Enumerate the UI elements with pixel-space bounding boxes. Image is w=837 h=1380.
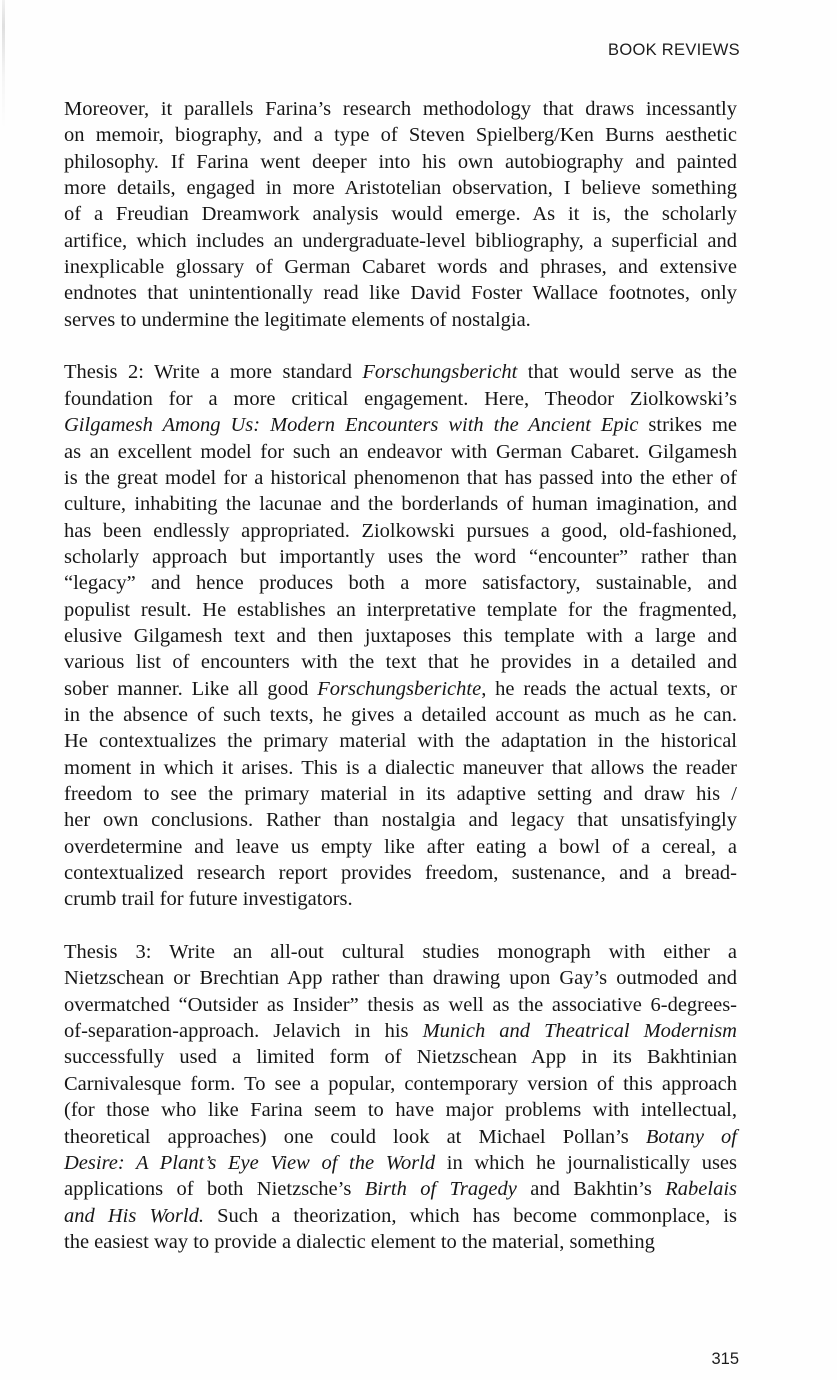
- text-line: [64, 623, 737, 649]
- text-line: [64, 939, 737, 965]
- text-segment: elusive Gilgamesh text and then juxtaposes this template with a large and: [64, 624, 737, 647]
- text-line: [64, 702, 737, 728]
- text-line: [64, 1097, 737, 1123]
- text-segment: Such a theorization, which has become commonplace, is: [203, 1204, 737, 1227]
- text-segment: of-separation-approach. Jelavich in his: [64, 1020, 423, 1043]
- text-line: [64, 807, 737, 833]
- text-line: [64, 965, 737, 991]
- text-segment: crumb trail for future investigators.: [64, 888, 353, 911]
- text-line: [64, 122, 737, 148]
- text-segment: Thesis 2: Write a more standard: [64, 361, 363, 384]
- text-line: [64, 1176, 737, 1202]
- italic-title: and His World.: [64, 1204, 204, 1227]
- text-line: [64, 439, 737, 465]
- text-line: [64, 570, 737, 596]
- text-line: [64, 597, 737, 623]
- italic-title: Forschungsberichte: [317, 677, 482, 700]
- text-segment: that would serve as the: [517, 361, 737, 384]
- text-line: [64, 1044, 737, 1070]
- text-segment: philosophy. If Farina went deeper into his own autobiography and painted: [64, 150, 737, 173]
- text-line: [64, 307, 737, 333]
- italic-title: Botany of: [645, 1125, 737, 1148]
- text-segment: foundation for a more critical engagement. Here, Theodor Ziolkowski’s: [64, 387, 737, 410]
- text-segment: artifice, which includes an undergraduate-level bibliography, a superficial and: [64, 229, 737, 252]
- text-segment: the easiest way to provide a dialectic element to the material, something: [64, 1230, 655, 1253]
- text-line: [64, 359, 737, 385]
- italic-title: Munich and Theatrical Modernism: [422, 1020, 737, 1043]
- italic-title: Gilgamesh Among Us: Modern Encounters with the Ancient Epic: [64, 414, 639, 437]
- text-segment: serves to undermine the legitimate elements of nostalgia.: [64, 308, 531, 331]
- text-line: [64, 834, 737, 860]
- text-segment: Moreover, it parallels Farina’s research methodology that draws incessantly: [64, 98, 737, 120]
- text-line: [64, 96, 737, 122]
- text-line: [64, 676, 737, 702]
- text-segment: Carnivalesque form. To see a popular, contemporary version of this approach: [64, 1072, 737, 1095]
- text-segment: Thesis 3: Write an all-out cultural studies monograph with either a: [64, 941, 737, 964]
- text-line: [64, 201, 737, 227]
- text-line: [64, 1018, 737, 1044]
- text-line: [64, 491, 737, 517]
- text-line: [64, 386, 737, 412]
- text-line: [64, 886, 737, 912]
- text-line: [64, 254, 737, 280]
- text-segment: is the great model for a historical phenomenon that has passed into the ether of: [64, 466, 737, 489]
- text-line: [64, 1071, 737, 1097]
- text-segment: “legacy” and hence produces both a more satisfactory, sustainable, and: [64, 572, 737, 595]
- text-line: [64, 518, 737, 544]
- text-segment: populist result. He establishes an interpretative template for the fragmented,: [64, 598, 737, 621]
- text-segment: inexplicable glossary of German Cabaret words and phrases, and extensive: [64, 256, 737, 279]
- text-segment: in which he journalistically uses: [435, 1151, 738, 1174]
- text-segment: (for those who like Farina seem to have major problems with intellectual,: [64, 1099, 737, 1122]
- text-segment: as an excellent model for such an endeavor with German Cabaret. Gilgamesh: [64, 440, 737, 463]
- paragraph: [64, 359, 737, 912]
- italic-title: Birth of Tragedy: [364, 1178, 517, 1201]
- text-line: [64, 781, 737, 807]
- text-segment: culture, inhabiting the lacunae and the borderlands of human imagination, and: [64, 493, 737, 516]
- page-number: 315: [711, 1350, 739, 1368]
- text-segment: has been endlessly appropriated. Ziolkowski pursues a good, old-fashioned,: [64, 519, 737, 542]
- running-head: BOOK REVIEWS: [608, 41, 740, 59]
- text-line: [64, 649, 737, 675]
- text-line: [64, 755, 737, 781]
- text-segment: strikes me: [638, 414, 737, 437]
- text-line: [64, 175, 737, 201]
- text-segment: overdetermine and leave us empty like after eating a bowl of a cereal, a: [64, 835, 737, 858]
- text-line: [64, 465, 737, 491]
- text-segment: overmatched “Outsider as Insider” thesis as well as the associative 6-degrees-: [64, 993, 737, 1016]
- text-line: [64, 280, 737, 306]
- scan-edge-mark: [2, 0, 5, 130]
- text-segment: in the absence of such texts, he gives a detailed account as much as he can.: [64, 703, 737, 726]
- text-segment: moment in which it arises. This is a dialectic maneuver that allows the reader: [64, 756, 737, 779]
- text-line: [64, 544, 737, 570]
- text-line: [64, 1229, 737, 1255]
- review-body-text: [64, 96, 737, 1282]
- text-line: [64, 1150, 737, 1176]
- text-segment: various list of encounters with the text that he provides in a detailed and: [64, 651, 737, 674]
- italic-title: Desire: A Plant’s Eye View of the World: [64, 1151, 436, 1174]
- text-segment: endnotes that unintentionally read like David Foster Wallace footnotes, only: [64, 282, 737, 305]
- text-segment: sober manner. Like all good: [64, 677, 318, 700]
- text-line: [64, 860, 737, 886]
- text-segment: more details, engaged in more Aristotelian observation, I believe something: [64, 177, 737, 200]
- italic-title: Rabelais: [665, 1178, 737, 1201]
- text-segment: , he reads the actual texts, or: [481, 677, 737, 700]
- text-segment: scholarly approach but importantly uses the word “encounter” rather than: [64, 545, 737, 568]
- text-line: [64, 149, 737, 175]
- italic-title: Forschungsbericht: [362, 361, 518, 384]
- text-segment: contextualized research report provides freedom, sustenance, and a bread-: [64, 862, 737, 885]
- text-segment: He contextualizes the primary material with the adaptation in the historical: [64, 730, 737, 753]
- text-segment: on memoir, biography, and a type of Steven Spielberg/Ken Burns aesthetic: [64, 124, 737, 147]
- text-segment: applications of both Nietzsche’s: [64, 1178, 365, 1201]
- text-segment: Nietzschean or Brechtian App rather than drawing upon Gay’s outmoded and: [64, 967, 737, 990]
- paragraph: [64, 939, 737, 1255]
- text-line: [64, 1124, 737, 1150]
- text-line: [64, 992, 737, 1018]
- text-segment: freedom to see the primary material in its adaptive setting and draw his /: [64, 782, 737, 805]
- text-segment: of a Freudian Dreamwork analysis would emerge. As it is, the scholarly: [64, 203, 737, 226]
- text-segment: her own conclusions. Rather than nostalgia and legacy that unsatisfyingly: [64, 809, 737, 832]
- text-segment: successfully used a limited form of Nietzschean App in its Bakhtinian: [64, 1046, 737, 1069]
- paragraph: [64, 96, 737, 333]
- text-line: [64, 228, 737, 254]
- text-line: [64, 412, 737, 438]
- text-segment: theoretical approaches) one could look at Michael Pollan’s: [64, 1125, 646, 1148]
- text-line: [64, 728, 737, 754]
- text-segment: and Bakhtin’s: [516, 1178, 666, 1201]
- text-line: [64, 1203, 737, 1229]
